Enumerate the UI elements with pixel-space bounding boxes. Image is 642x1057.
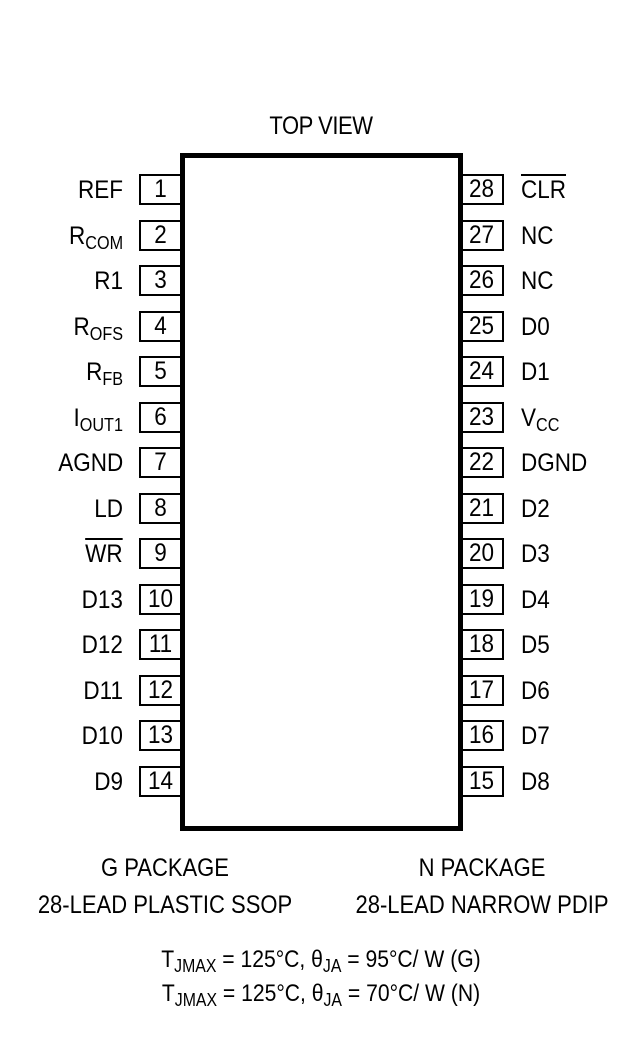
pin-label-text: D2 [521,494,550,523]
pin-label [74,403,123,441]
pin-label [83,676,123,707]
pin-label-text: D13 [81,585,123,614]
pin-label-subscript: FB [102,369,123,389]
pin-number: 11 [148,630,173,658]
thermal-value-2: = 95°C/ W (G) [341,946,481,973]
pin-number: 26 [468,266,495,294]
theta-subscript: JA [322,956,342,976]
pin-label-subscript: OUT1 [79,414,123,435]
pin-label [521,403,559,441]
pin-number: 23 [468,402,495,431]
pin-number: 19 [468,584,495,613]
pin-number: 28 [468,175,495,203]
pin-label [521,266,553,297]
pin-label-text: R [73,312,90,341]
pin-number: 16 [468,721,495,749]
pin-label-subscript: OFS [89,323,123,344]
n-package-name: N PACKAGE [418,854,546,882]
pin-label-text: D7 [521,722,550,750]
thermal-note-g [39,946,604,977]
pin-label-subscript: COM [85,232,123,253]
pin-label [521,539,550,570]
pin-label-text: REF [78,176,123,204]
pin-number: 12 [147,675,174,704]
pin-label [86,539,123,570]
pin-number: 3 [154,266,167,294]
pin-number: 18 [468,630,495,658]
pin-number: 8 [154,493,167,522]
pin-label-text: D0 [521,312,550,341]
pin-number: 24 [468,357,495,385]
pin-label-subscript: CC [536,414,560,435]
pin-label [82,721,123,752]
pin-label-text: D5 [521,631,550,659]
pin-label [82,630,123,661]
pin-number: 6 [154,402,167,431]
tjmax-subscript: JMAX [174,990,218,1010]
theta-subscript: JA [323,990,343,1010]
g-package-description: 28-LEAD PLASTIC SSOP [37,891,293,919]
pin-label-text: D12 [81,631,123,659]
pin-number: 17 [468,675,495,704]
pin-number: 14 [147,766,174,795]
pin-label-text: I [73,403,80,432]
tjmax-symbol: T [161,980,175,1007]
pin-label [69,221,123,259]
thermal-note-n [39,980,604,1011]
pin-label [73,312,123,350]
pin-label-text: D8 [521,767,550,796]
pin-label-text: $\overline{WR}$ [85,540,123,568]
pin-number: 22 [468,448,495,476]
pin-number: 13 [147,721,174,749]
pin-label [521,312,550,343]
thermal-value-2: = 70°C/ W (N) [342,980,481,1007]
pin-number: 2 [154,220,167,249]
pin-label-text: D3 [521,540,550,568]
ic-package-body [180,153,463,831]
pin-label-text: $\overline{CLR}$ [521,176,567,204]
pin-label-text: LD [94,494,123,523]
pin-label-text: D9 [94,767,123,796]
pin-number: 9 [154,539,167,567]
pin-label [94,266,123,297]
pin-label-text: NC [521,221,554,250]
pin-label-text: V [521,403,537,432]
pin-number: 21 [468,493,495,522]
pin-label-text: D10 [81,722,123,750]
pin-label [521,357,550,388]
g-package-name: G PACKAGE [101,854,229,882]
pin-number: 5 [154,357,167,385]
pin-label [521,630,550,661]
diagram-title: TOP VIEW [269,112,373,140]
pin-label [521,221,553,252]
pin-label [521,721,550,752]
pin-label [82,585,123,616]
pin-number: 27 [468,220,495,249]
pin-number: 20 [468,539,495,567]
n-package-description: 28-LEAD NARROW PDIP [355,891,609,919]
pin-label [94,494,123,525]
pin-label-text: R [68,221,86,250]
thermal-value-1: = 125°C, θ [216,946,323,973]
pin-label [521,767,550,798]
pin-number: 7 [154,448,167,476]
pin-number: 1 [154,175,167,203]
pin-label [58,448,123,479]
pin-label [521,494,550,525]
tjmax-symbol: T [161,946,175,973]
pin-label [521,448,587,479]
pin-number: 4 [154,311,167,340]
tjmax-subscript: JMAX [174,956,217,976]
pin-label [94,767,123,798]
pin-label-text: D1 [521,358,550,386]
pin-label-text: D6 [521,676,550,705]
pin-label-text: AGND [57,449,123,477]
pin-number: 25 [468,311,495,340]
pin-label-text: D11 [83,676,123,705]
pin-label [78,175,123,206]
pin-label-text: D4 [521,585,550,614]
pin-label [521,585,550,616]
thermal-value-1: = 125°C, θ [217,980,324,1007]
pin-label [521,676,550,707]
pin-label [86,357,123,395]
pin-label-text: R1 [94,267,123,295]
pin-label-text: R [86,358,103,386]
pin-number: 10 [147,584,174,613]
pin-label-text: NC [521,267,554,295]
pin-label [521,175,566,206]
pin-label-text: DGND [521,449,588,477]
pin-number: 15 [468,766,495,795]
